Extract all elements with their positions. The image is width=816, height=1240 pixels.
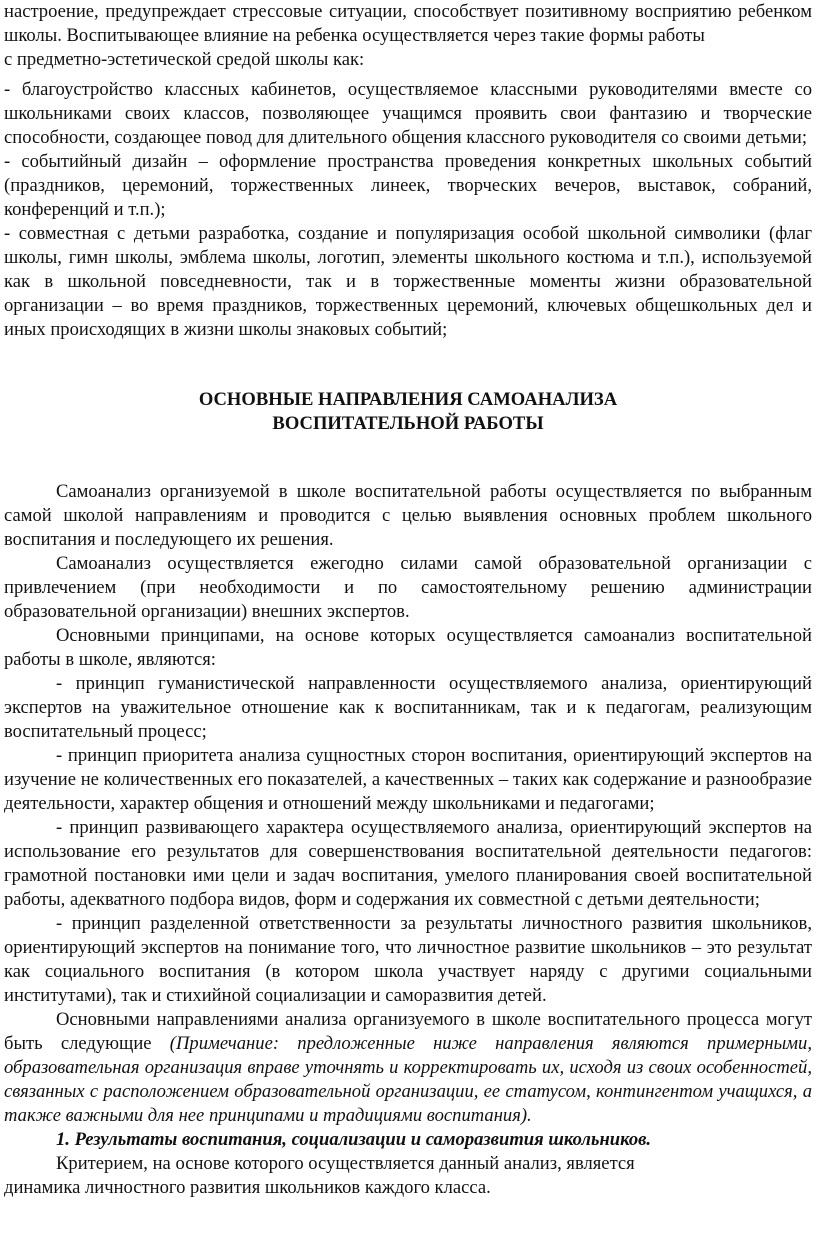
body-paragraph: Самоанализ осуществляется ежегодно силами самой образовательной организации с привлечением (при необходимости и по самостоятельному решению администрации образовательной организации) внешних экспертов.: [4, 553, 812, 622]
bullet-item: - событийный дизайн – оформление пространства проведения конкретных школьных событий (праздников, церемоний, торжественных линеек, творческих вечеров, выставок, собраний, конференций и т.п.);: [4, 151, 812, 220]
body-paragraph: Основными принципами, на основе которых осуществляется самоанализ воспитательной работы в школе, являются:: [4, 625, 812, 670]
subsection-title: 1. Результаты воспитания, социализации и саморазвития школьников.: [56, 1129, 652, 1150]
principle-item: - принцип разделенной ответственности за результаты личностного развития школьников, ориентирующий экспертов на понимание того, что личностное развитие школьников – это результат как социального воспитания (в котором школа участвует наряду с другими социальными институтами), так и стихийной социализации и саморазвития детей.: [4, 913, 812, 1006]
body-paragraph: Критерием, на основе которого осуществляется данный анализ, является: [56, 1153, 635, 1174]
bullet-item: - совместная с детьми разработка, создание и популяризация особой школьной символики (флаг школы, гимн школы, эмблема школы, логотип, элементы школьного костюма и т.п.), используемой как в школьной повседневности, так и в торжественные моменты жизни образовательной организации – во время праздников, торжественных церемоний, ключевых общешкольных дел и иных происходящих в жизни школы знаковых событий;: [4, 223, 812, 340]
body-paragraph: динамика личностного развития школьников каждого класса.: [4, 1177, 491, 1198]
principle-item: - принцип приоритета анализа сущностных сторон воспитания, ориентирующий экспертов на изучение не количественных его показателей, а качественных – таких как содержание и разнообразие деятельности, характер общения и отношений между школьниками и педагогами;: [4, 745, 812, 814]
intro-paragraph: настроение, предупреждает стрессовые ситуации, способствует позитивному восприятию ребенком школы. Воспитывающее влияние на ребенка осуществляется через такие формы работы: [4, 1, 812, 46]
bullet-item: - благоустройство классных кабинетов, осуществляемое классными руководителями вместе со школьниками своих классов, позволяющее учащимся проявить свои фантазию и творческие способности, создающее повод для длительного общения классного руководителя со своими детьми;: [4, 79, 812, 148]
principle-item: - принцип развивающего характера осуществляемого анализа, ориентирующий экспертов на использование его результатов для совершенствования воспитательной деятельности педагогов: грамотной постановки ими цели и задач воспитания, умелого планирования своей воспитательной работы, адекватного подбора видов, форм и содержания их совместной с детьми деятельности;: [4, 817, 812, 910]
paragraph-lead: Основными направлениями анализа организуемого в школе воспитательного процесса могут быть следующие: [4, 1009, 812, 1054]
body-paragraph: [4, 1008, 812, 1128]
heading-line: ВОСПИТАТЕЛЬНОЙ РАБОТЫ: [272, 413, 544, 434]
italic-note: (Примечание: предложенные ниже направления являются примерными, образовательная организация вправе уточнять и корректировать их, исходя из своих особенностей, связанных с расположением образовательной организации, ее статусом, контингентом учащихся, а также важными для нее принципами и традициями воспитания).: [4, 1033, 812, 1126]
principle-item: - принцип гуманистической направленности осуществляемого анализа, ориентирующий экспертов на уважительное отношение как к воспитанникам, так и к педагогам, реализующим воспитательный процесс;: [4, 673, 812, 742]
section-heading: [4, 388, 812, 436]
intro-lead-line: с предметно-эстетической средой школы как:: [4, 49, 365, 70]
heading-line: ОСНОВНЫЕ НАПРАВЛЕНИЯ САМОАНАЛИЗА: [198, 389, 618, 410]
body-paragraph: Самоанализ организуемой в школе воспитательной работы осуществляется по выбранным самой школой направлениям и проводится с целью выявления основных проблем школьного воспитания и последующего их решения.: [4, 481, 812, 550]
